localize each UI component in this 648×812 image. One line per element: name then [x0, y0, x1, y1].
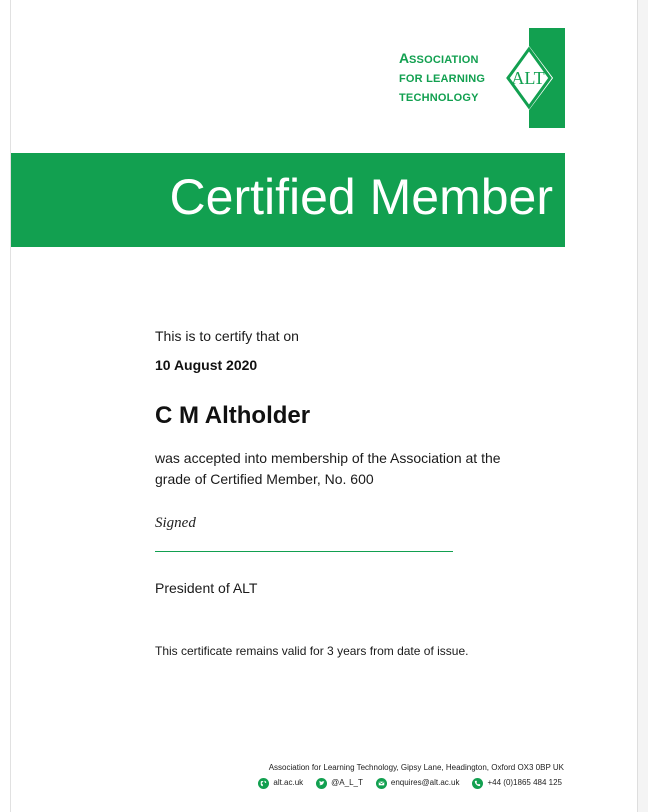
- svg-text:FOR LEARNING: FOR LEARNING: [399, 73, 486, 85]
- acceptance-line-1: was accepted into membership of the Association at the: [155, 450, 501, 466]
- contact-website-text: alt.ac.uk: [273, 778, 304, 787]
- phone-icon: [472, 778, 483, 789]
- globe-icon: [258, 778, 269, 789]
- logo-wordmark: [399, 51, 497, 108]
- contact-twitter-text: @A_L_T: [331, 778, 363, 787]
- acceptance-statement: [155, 448, 501, 490]
- svg-text:SSOCIATION: SSOCIATION: [409, 54, 479, 66]
- banner-title: Certified Member: [169, 169, 553, 225]
- page-left-edge: [10, 0, 11, 812]
- svg-text:ALT: ALT: [511, 68, 545, 88]
- membership-date: 10 August 2020: [155, 357, 258, 373]
- svg-text:TECHNOLOGY: TECHNOLOGY: [399, 92, 479, 104]
- member-name: C M Altholder: [155, 402, 311, 429]
- contact-phone[interactable]: [472, 777, 562, 789]
- alt-logo: [399, 28, 565, 128]
- twitter-icon: [316, 778, 327, 789]
- logo-learning-text: [399, 70, 497, 84]
- logo-line-learning: [399, 70, 497, 89]
- logo-association-text: [399, 50, 479, 66]
- contact-twitter[interactable]: [316, 777, 363, 789]
- certify-intro: This is to certify that on: [155, 328, 299, 344]
- contact-phone-text: +44 (0)1865 484 125: [487, 778, 562, 787]
- contact-email-text: enquires@alt.ac.uk: [390, 778, 460, 787]
- validity-note: This certificate remains valid for 3 years from date of issue.: [155, 644, 469, 658]
- alt-diamond-mark: [497, 28, 565, 128]
- footer-address: Association for Learning Technology, Gipsy Lane, Headington, Oxford OX3 0BP UK: [268, 763, 564, 772]
- logo-line-association: [399, 51, 497, 70]
- logo-technology-text: [399, 89, 491, 103]
- contact-email[interactable]: [376, 777, 460, 789]
- logo-line-technology: [399, 89, 497, 108]
- email-icon: [376, 778, 387, 789]
- signatory-title: President of ALT: [155, 580, 258, 596]
- signature-line: [155, 551, 453, 552]
- title-banner: [11, 153, 565, 247]
- footer-contacts: [258, 777, 562, 789]
- acceptance-line-2: grade of Certified Member, No. 600: [155, 471, 374, 487]
- scrollbar-gutter: [638, 0, 648, 812]
- signature: Signed: [155, 515, 196, 531]
- svg-text:A: A: [399, 50, 410, 66]
- contact-website[interactable]: [258, 777, 303, 789]
